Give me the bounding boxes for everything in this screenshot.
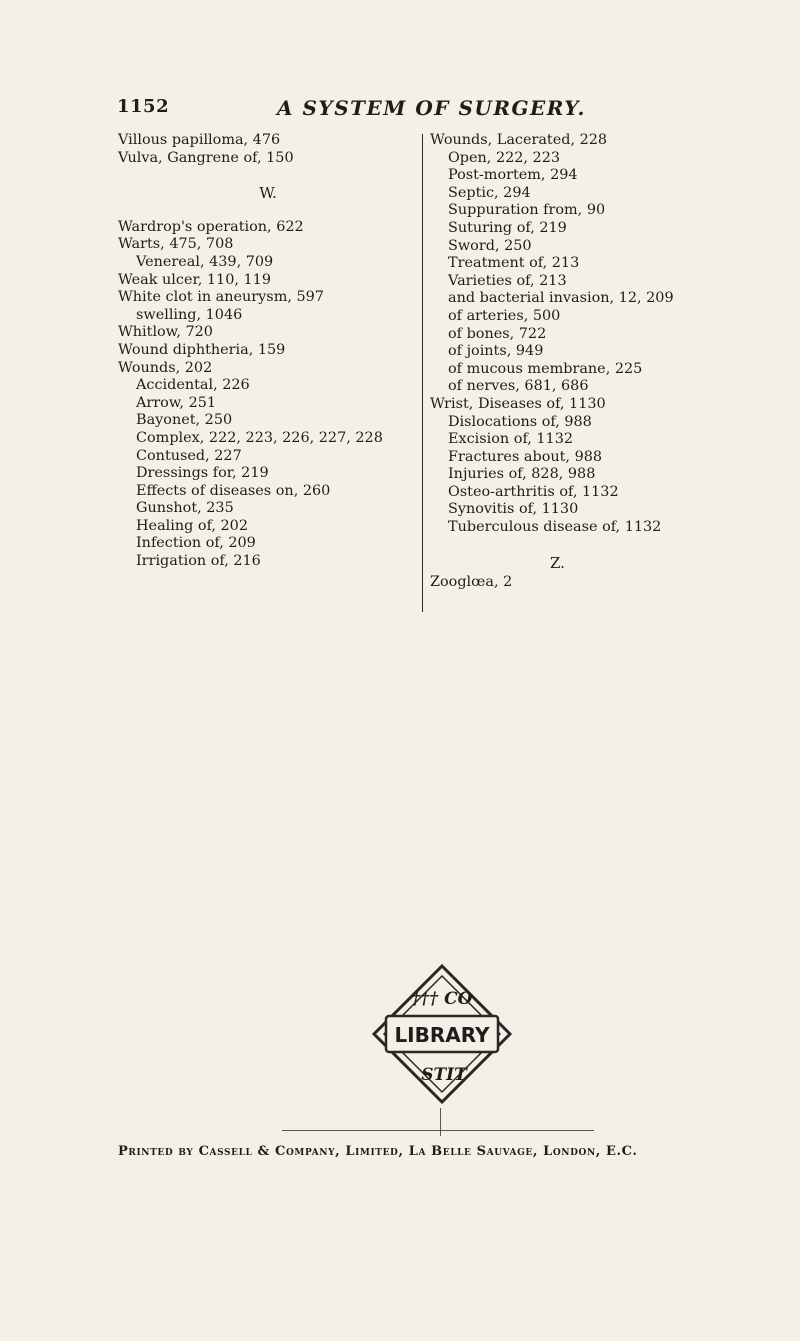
index-subentry: Excision of, 1132 bbox=[448, 431, 574, 448]
index-subentry: Dislocations of, 988 bbox=[448, 413, 592, 430]
index-subentry: of joints, 949 bbox=[448, 343, 544, 360]
index-subentry: Contused, 227 bbox=[136, 447, 242, 464]
index-subentry: Dressings for, 219 bbox=[136, 465, 269, 482]
stamp-bottom-text: STIT bbox=[421, 1065, 467, 1085]
running-title: A SYSTEM OF SURGERY. bbox=[277, 96, 586, 120]
index-subentry: of arteries, 500 bbox=[448, 307, 561, 324]
footer-rule bbox=[282, 1130, 594, 1131]
index-subentry: Treatment of, 213 bbox=[448, 255, 580, 272]
index-entry: Vulva, Gangrene of, 150 bbox=[118, 149, 294, 166]
index-subentry: of mucous membrane, 225 bbox=[448, 360, 643, 377]
stamp-top-text: ††† CO bbox=[411, 989, 473, 1009]
index-subentry: of bones, 722 bbox=[448, 325, 547, 342]
stamp-center-text: LIBRARY bbox=[394, 1023, 490, 1047]
index-subentry: Synovitis of, 1130 bbox=[448, 501, 579, 518]
index-subentry: Sword, 250 bbox=[448, 237, 532, 254]
index-entry: Wounds, 202 bbox=[118, 359, 213, 376]
index-entry: Villous papilloma, 476 bbox=[118, 132, 281, 148]
index-subentry: Accidental, 226 bbox=[136, 377, 250, 394]
index-subentry: Suppuration from, 90 bbox=[448, 202, 606, 219]
index-subentry: Septic, 294 bbox=[448, 184, 531, 201]
index-subentry: of nerves, 681, 686 bbox=[448, 378, 589, 395]
index-subentry: Osteo-arthritis of, 1132 bbox=[448, 483, 619, 500]
index-letter-heading: Z. bbox=[550, 553, 565, 572]
index-entry: White clot in aneurysm, 597 bbox=[118, 289, 324, 306]
index-entry: Wrist, Diseases of, 1130 bbox=[430, 395, 606, 412]
index-entry: Wardrop's operation, 622 bbox=[118, 218, 304, 235]
index-subentry: Effects of diseases on, 260 bbox=[136, 482, 331, 499]
index-subentry: Healing of, 202 bbox=[136, 517, 248, 534]
index-column-left bbox=[118, 132, 418, 571]
index-subentry: Tuberculous disease of, 1132 bbox=[448, 519, 662, 536]
index-subentry: Injuries of, 828, 988 bbox=[448, 466, 596, 483]
index-entry: Whitlow, 720 bbox=[118, 324, 213, 341]
index-subentry: Arrow, 251 bbox=[136, 394, 217, 411]
column-divider bbox=[422, 134, 423, 612]
library-stamp bbox=[368, 960, 516, 1108]
index-entry: Wounds, Lacerated, 228 bbox=[430, 132, 608, 148]
running-header bbox=[117, 96, 617, 124]
index-subentry: Complex, 222, 223, 226, 227, 228 bbox=[136, 429, 383, 446]
index-subentry: and bacterial invasion, 12, 209 bbox=[448, 290, 674, 307]
index-subentry: Open, 222, 223 bbox=[448, 149, 561, 166]
index-subentry: Post-mortem, 294 bbox=[448, 167, 578, 184]
index-column-right bbox=[430, 132, 750, 592]
index-entry: Wound diphtheria, 159 bbox=[118, 341, 286, 358]
printer-imprint: Printed by Cassell & Company, Limited, La Belle Sauvage, London, E.C. bbox=[118, 1144, 638, 1159]
index-subentry: Infection of, 209 bbox=[136, 535, 256, 552]
index-subentry: Gunshot, 235 bbox=[136, 500, 234, 517]
index-entry: Weak ulcer, 110, 119 bbox=[118, 271, 271, 288]
index-entry: Zooglœa, 2 bbox=[430, 574, 513, 591]
index-subentry: swelling, 1046 bbox=[136, 306, 243, 323]
index-subentry: Venereal, 439, 709 bbox=[136, 253, 274, 270]
index-subentry: Suturing of, 219 bbox=[448, 219, 567, 236]
index-subentry: Varieties of, 213 bbox=[448, 272, 567, 289]
page-number: 1152 bbox=[117, 96, 170, 117]
index-subentry: Irrigation of, 216 bbox=[136, 553, 261, 570]
index-subentry: Fractures about, 988 bbox=[448, 448, 603, 465]
stamp-tick bbox=[440, 1108, 441, 1136]
index-entry: Warts, 475, 708 bbox=[118, 236, 234, 253]
index-subentry: Bayonet, 250 bbox=[136, 412, 233, 429]
index-letter-heading: W. bbox=[259, 184, 277, 203]
